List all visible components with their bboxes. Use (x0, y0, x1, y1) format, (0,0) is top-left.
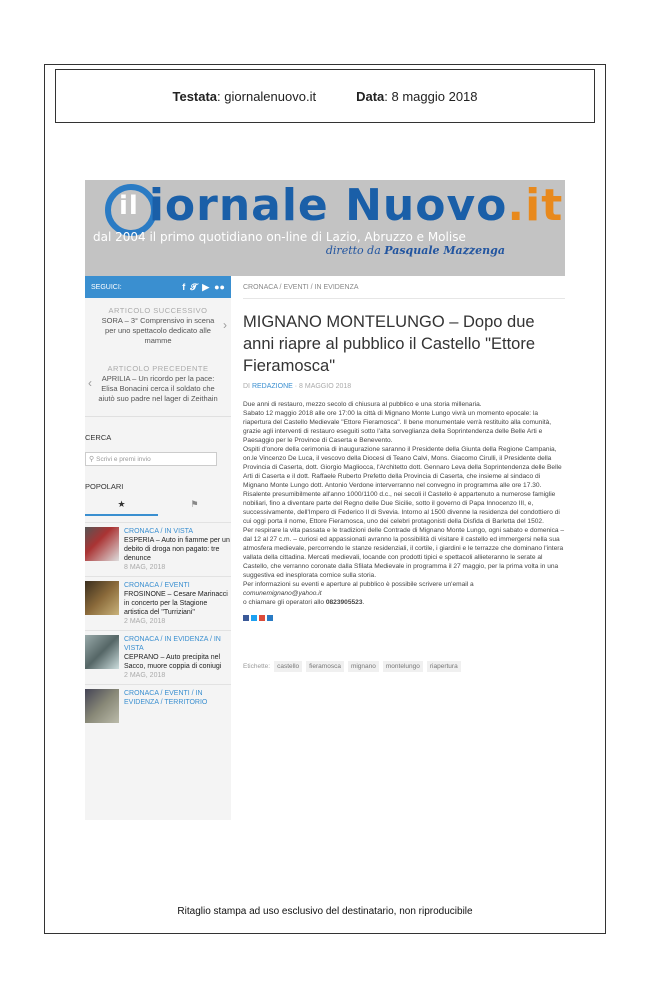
popular-thumbnail (85, 689, 119, 723)
facebook-share-icon[interactable] (243, 615, 249, 621)
author-link[interactable]: REDAZIONE (251, 383, 293, 390)
data-value: 8 maggio 2018 (391, 88, 478, 104)
logo-prefix: il (119, 191, 139, 221)
testata-label: Testata (172, 88, 218, 104)
popular-item[interactable] (85, 522, 231, 576)
article-paragraph: Per respirare la vita passata e le tradizioni delle Contrade di Mignano Monte Lungo, ogni sabato e domenica – dal 12 al 27 c.m. – curiosi ed appassionati avranno la possibilità di visitare il castello ed immergersi nella sua atmosfera medievale, percorrendo le stanze residenziali, il cortile, i giardini e le terrazze che dominano l'intera vallata della cittadina. Mercati medievali, locande con prodotti tipici e spettacoli allieteranno le serate al Castello, che verranno coronate dalla Sfilata Medievale in programma il 27 maggio, per la prima volta in una suggestiva ed inesplorata cornice sulla storia. (243, 527, 565, 579)
popular-item-text (124, 527, 231, 572)
site-banner (85, 180, 565, 276)
popular-headline[interactable]: FROSINONE – Cesare Marinacci in concerto per la Stagione artistica del "Turriziani" (124, 591, 228, 616)
popular-title: POPOLARI (85, 482, 124, 491)
twitter-share-icon[interactable] (251, 615, 257, 621)
tag-icon[interactable]: ⚑ (190, 499, 199, 509)
chevron-left-icon[interactable]: ‹ (88, 376, 92, 390)
youtube-icon[interactable]: ▶ (202, 281, 210, 292)
logo-director (326, 244, 505, 257)
search-input[interactable] (85, 452, 217, 466)
google-share-icon[interactable] (259, 615, 265, 621)
director-prefix: diretto da (325, 244, 381, 257)
logo-main: iornale Nuovo (148, 180, 508, 231)
footer-note: Ritaglio stampa ad uso esclusivo del destinatario, non riproducibile (177, 906, 473, 917)
popular-date: 8 MAG, 2018 (124, 564, 166, 571)
prev-article[interactable] (85, 364, 231, 404)
popular-item-text (124, 689, 231, 723)
seguici-bar (85, 276, 231, 298)
tag-link[interactable]: montelungo (383, 661, 423, 672)
popular-thumbnail (85, 635, 119, 669)
next-article-text: SORA – 3° Comprensivo in scena per uno spettacolo dedicato alle mamme (101, 316, 215, 345)
twitter-icon[interactable]: 𝓣 (190, 281, 198, 292)
testata-field: Testata: giornalenuovo.it (172, 88, 317, 104)
prev-article-label: ARTICOLO PRECEDENTE (107, 364, 209, 373)
flickr-icon[interactable]: ●● (214, 281, 225, 292)
article-paragraph: Due anni di restauro, mezzo secolo di chiusura al pubblico e una storia millenaria. (243, 401, 482, 408)
popular-thumbnail (85, 527, 119, 561)
article-title: MIGNANO MONTELUNGO – Dopo due anni riapre al pubblico il Castello "Ettore Fieramosca" (243, 313, 536, 375)
tags-row (243, 661, 565, 672)
email-share-icon[interactable] (267, 615, 273, 621)
popular-category[interactable]: CRONACA / EVENTI (124, 582, 190, 589)
tags-label: Etichette: (243, 663, 271, 670)
popular-date: 2 MAG, 2018 (124, 672, 166, 679)
social-icons (182, 282, 225, 293)
tag-link[interactable]: castello (274, 661, 302, 672)
article-paragraph: Per informazioni su eventi e aperture al pubblico è possibile scrivere un'email a (243, 581, 474, 588)
clipping-header (55, 69, 595, 123)
search-title: CERCA (85, 433, 112, 442)
data-label: Data (356, 88, 385, 104)
article-main (243, 276, 565, 820)
popular-headline[interactable]: CEPRANO – Auto precipita nel Sacco, muore coppia di coniugi (124, 654, 222, 670)
popular-date: 2 MAG, 2018 (124, 618, 166, 625)
popular-item[interactable] (85, 630, 231, 684)
article-paragraph: Sabato 12 maggio 2018 alle ore 17:00 la città di Mignano Monte Lungo vivrà un momento epocale: la riapertura del Castello Medievale "Ettore Fieramosca". Il bene monumentale verrà restituito alla comunità, grazie agli interventi di restauro eseguiti sotto l'alta sorveglianza della Soprintendenza delle Belle Arti e Paesaggio per le Province di Caserta e Benevento. (243, 410, 552, 444)
star-icon[interactable]: ★ (85, 497, 158, 516)
facebook-icon[interactable]: f (182, 281, 186, 292)
breadcrumb[interactable]: CRONACA / EVENTI / IN EVIDENZA (243, 276, 565, 299)
next-article-label: ARTICOLO SUCCESSIVO (108, 306, 208, 315)
sidebar (85, 276, 231, 820)
chevron-right-icon[interactable]: › (223, 318, 227, 332)
meta-prefix: DI (243, 383, 250, 390)
testata-value: giornalenuovo.it (224, 88, 317, 104)
popular-item-text (124, 635, 231, 680)
contact-phone: 0823905523 (325, 599, 363, 606)
article-paragraph: Ospiti d'onore della cerimonia di inaugurazione saranno il Presidente della Giunta della Regione Campania, on.le Vincenzo De Luca, il vescovo della Diocesi di Teano Calvi, Mons. Giacomo Cirulli, il Presidente della Provincia di Caserta, dott. Giorgio Magliocca, l'Architetto dott. Gennaro Leva della Soprintendenza delle Belle Arti di Caserta e il dott. Raffaele Ruberto Prefetto della Provincia di Caserta, che insieme al sindaco di Mignano Monte Lungo dott. Antonio Verdone interverranno nel convegno in programma alle ore 17.30. (243, 446, 562, 489)
article-paragraph: Risalente presumibilmente all'anno 1000/1100 d.c., nei secoli il Castello è appartenuto a numerose famiglie nobiliari, fino a diventare parte del Regno delle Due Sicilie, sotto il governo di Papa Innocenzo III, e, successivamente, dell'Impero di Federico II di Svevia. Intorno al 1500 divenne la residenza del condottiero di cui oggi porta il nome, Ettore Fieramosca, uno dei celebri protagonisti della Disfida di Barletta del 1502. (243, 491, 560, 525)
popular-category[interactable]: CRONACA / EVENTI / IN EVIDENZA / TERRITORIO (124, 690, 208, 706)
contact-phone-line: o chiamare gli operatori allo 0823905523. (243, 599, 365, 606)
share-icons (243, 615, 565, 621)
seguici-label: SEGUICI: (91, 283, 122, 291)
search-placeholder: Scrivi e premi invio (96, 455, 151, 463)
popular-headline[interactable]: ESPERIA – Auto in fiamme per un debito di droga non pagato: tre denunce (124, 537, 230, 562)
popular-item[interactable] (85, 684, 231, 727)
tag-link[interactable]: riapertura (427, 661, 461, 672)
logo-suffix: .it (507, 180, 564, 231)
logo-subtitle: dal 2004 il primo quotidiano on-line di Lazio, Abruzzo e Molise (93, 230, 466, 244)
popular-item-text (124, 581, 231, 626)
site-logo[interactable] (107, 180, 563, 231)
search-icon: ⚲ (89, 456, 95, 463)
contact-email[interactable]: comunemignano@yahoo.it (243, 590, 322, 597)
next-article[interactable] (85, 306, 231, 346)
popular-tabs (85, 497, 231, 516)
tag-link[interactable]: fieramosca (306, 661, 344, 672)
meta-date: · 8 MAGGIO 2018 (294, 383, 352, 390)
article-meta (243, 383, 565, 390)
prev-article-text: APRILIA – Un ricordo per la pace: Elisa Bonacini cerca il soldato che aiutò suo padre nel lager di Zeithain (98, 374, 218, 403)
popular-thumbnail (85, 581, 119, 615)
popular-item[interactable] (85, 576, 231, 630)
tag-link[interactable]: mignano (348, 661, 379, 672)
popular-category[interactable]: CRONACA / IN VISTA (124, 528, 194, 535)
article-body (243, 400, 565, 607)
popular-category[interactable]: CRONACA / IN EVIDENZA / IN VISTA (124, 636, 221, 652)
clipped-webpage (85, 180, 565, 820)
data-field: Data: 8 maggio 2018 (356, 88, 478, 104)
director-name: Pasquale Mazzenga (384, 244, 505, 257)
phone-prefix: o chiamare gli operatori allo (243, 599, 324, 606)
